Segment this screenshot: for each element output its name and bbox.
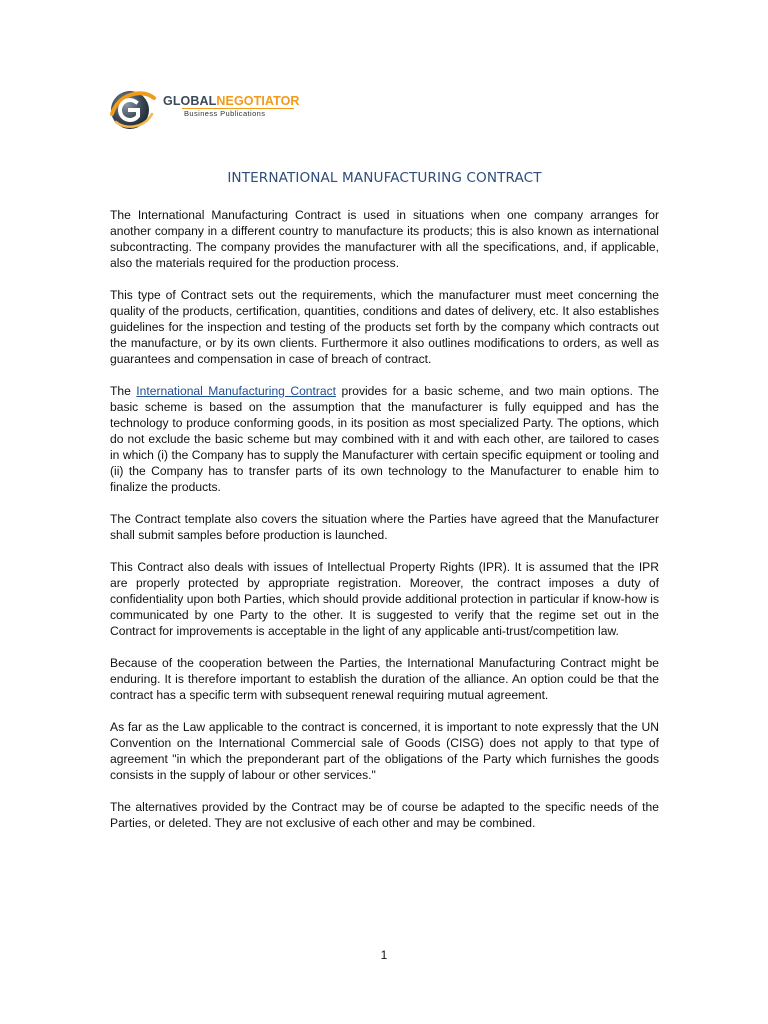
- contract-link[interactable]: International Manufacturing Contract: [136, 384, 337, 398]
- paragraph-samples: The Contract template also covers the situation where the Parties have agreed that the Manufacturer shall submit samples before production is launched.: [110, 512, 659, 542]
- page-number: 1: [380, 948, 388, 962]
- company-logo: [108, 84, 308, 134]
- paragraph-applicable-law: As far as the Law applicable to the contract is concerned, it is important to note expressly that the UN Convention on the International Commercial sale of Goods (CISG) does not apply to that type of agreement "in which the preponderant part of the obligations of the Party which furnishes the goods consists in the supply of labour or other services.": [110, 720, 659, 782]
- logo-subtitle: Business Publications: [184, 109, 266, 118]
- logo-wordmark: [163, 94, 300, 108]
- paragraph-scheme-rest: provides for a basic scheme, and two main options. The basic scheme is based on the assumption that the manufacturer is fully equipped and has the technology to produce conforming goods, in its position as most specialized Party. The options, which do not exclude the basic scheme but may combined with it and with each other, are tailored to cases in which (i) the Company has to supply the Manufacturer with certain specific equipment or tooling and (ii) the Company has to transfer parts of its own technology to the Manufacturer to enable him to finalize the products.: [110, 384, 659, 494]
- logo-word-global: GLOBAL: [163, 94, 217, 108]
- paragraph-intro: The International Manufacturing Contract is used in situations when one company arranges for another company in a different country to manufacture its products; this is also known as international subcontracting. The company provides the manufacturer with all the specifications, and, if applicable, also the materials required for the production process.: [110, 208, 659, 270]
- paragraph-scheme: [110, 383, 659, 495]
- paragraph-duration: Because of the cooperation between the Parties, the International Manufacturing Contract might be enduring. It is therefore important to establish the duration of the alliance. An option could be that the contract has a specific term with subsequent renewal requiring mutual agreement.: [110, 656, 659, 702]
- paragraph-ipr: This Contract also deals with issues of Intellectual Property Rights (IPR). It is assumed that the IPR are properly protected by appropriate registration. Moreover, the contract imposes a duty of confidentiality upon both Parties, which should provide additional protection in particular if know-how is communicated by one Party to the other. It is suggested to verify that the regime set out in the Contract for improvements is acceptable in the light of any applicable anti-trust/competition law.: [110, 560, 659, 638]
- logo-word-negotiator: NEGOTIATOR: [216, 94, 300, 108]
- paragraph-scheme-lead: The: [110, 384, 137, 398]
- document-title: INTERNATIONAL MANUFACTURING CONTRACT: [227, 170, 542, 186]
- globe-g-icon: [108, 84, 158, 134]
- document-body: [110, 207, 659, 847]
- paragraph-requirements: This type of Contract sets out the requirements, which the manufacturer must meet concerning the quality of the products, certification, quantities, conditions and dates of delivery, etc. It also establishes guidelines for the inspection and testing of the products set forth by the company which contracts out the manufacture, or by its own clients. Furthermore it also outlines modifications to orders, as well as guarantees and compensation in case of breach of contract.: [110, 288, 659, 366]
- paragraph-alternatives: The alternatives provided by the Contract may be of course be adapted to the specific needs of the Parties, or deleted. They are not exclusive of each other and may be combined.: [110, 800, 659, 830]
